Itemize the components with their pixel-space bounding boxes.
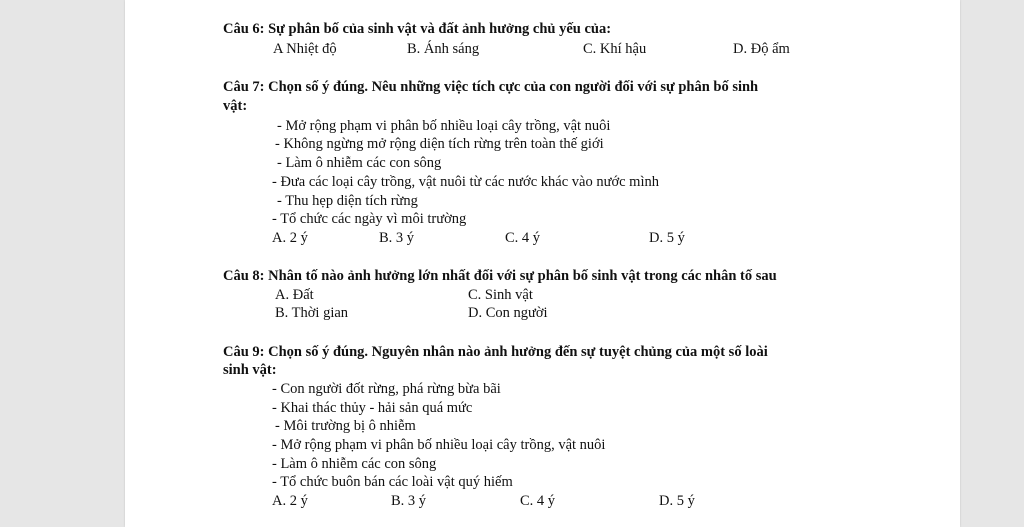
- question-6-option-b: B. Ánh sáng: [407, 41, 480, 57]
- question-8-option-d: D. Con người: [468, 305, 548, 321]
- question-9-option-d: D. 5 ý: [659, 493, 695, 509]
- question-6-option-a: A Nhiệt độ: [273, 41, 337, 57]
- question-8-option-a: A. Đất: [275, 287, 314, 303]
- question-9-bullet: - Làm ô nhiễm các con sông: [272, 456, 437, 472]
- question-6-title: Câu 6: Sự phân bố của sinh vật và đất ảnh hưởng chủ yếu của:: [223, 21, 612, 37]
- question-9-title-continued: sinh vật:: [223, 362, 277, 378]
- question-7-option-a: A. 2 ý: [272, 230, 308, 246]
- question-9-bullet: - Con người đốt rừng, phá rừng bừa bãi: [272, 381, 501, 397]
- question-7-bullet: - Mở rộng phạm vi phân bố nhiều loại cây trồng, vật nuôi: [277, 118, 611, 134]
- question-9-bullet: - Môi trường bị ô nhiễm: [275, 418, 416, 434]
- question-6-option-c: C. Khí hậu: [583, 41, 647, 57]
- question-8-title: Câu 8: Nhân tố nào ảnh hưởng lớn nhất đối với sự phân bố sinh vật trong các nhân tố sau: [223, 268, 777, 284]
- question-7-title-continued: vật:: [223, 98, 248, 114]
- question-7-option-c: C. 4 ý: [505, 230, 541, 246]
- question-8-option-b: B. Thời gian: [275, 305, 349, 321]
- question-7-bullet: - Làm ô nhiễm các con sông: [277, 155, 442, 171]
- question-9-title: Câu 9: Chọn số ý đúng. Nguyên nhân nào ảnh hưởng đến sự tuyệt chủng của một số loài: [223, 344, 768, 360]
- question-7-bullet: - Đưa các loại cây trồng, vật nuôi từ các nước khác vào nước mình: [272, 174, 659, 190]
- question-7-option-b: B. 3 ý: [379, 230, 415, 246]
- question-7-title: Câu 7: Chọn số ý đúng. Nêu những việc tích cực của con người đối với sự phân bố sinh: [223, 79, 759, 95]
- question-9-option-a: A. 2 ý: [272, 493, 308, 509]
- question-7-bullet: - Không ngừng mở rộng diện tích rừng trên toàn thế giới: [275, 136, 604, 152]
- question-7-bullet: - Tổ chức các ngày vì môi trường: [272, 211, 467, 227]
- question-9-option-c: C. 4 ý: [520, 493, 556, 509]
- question-9-bullet: - Khai thác thủy - hải sản quá mức: [272, 400, 473, 416]
- question-7-option-d: D. 5 ý: [649, 230, 685, 246]
- question-8-option-c: C. Sinh vật: [468, 287, 533, 303]
- question-6-option-d: D. Độ ẩm: [733, 41, 790, 57]
- question-9-option-b: B. 3 ý: [391, 493, 427, 509]
- document-page: [125, 0, 960, 527]
- question-7-bullet: - Thu hẹp diện tích rừng: [277, 193, 418, 209]
- question-9-bullet: - Tổ chức buôn bán các loài vật quý hiếm: [272, 474, 513, 490]
- question-9-bullet: - Mở rộng phạm vi phân bố nhiều loại cây trồng, vật nuôi: [272, 437, 606, 453]
